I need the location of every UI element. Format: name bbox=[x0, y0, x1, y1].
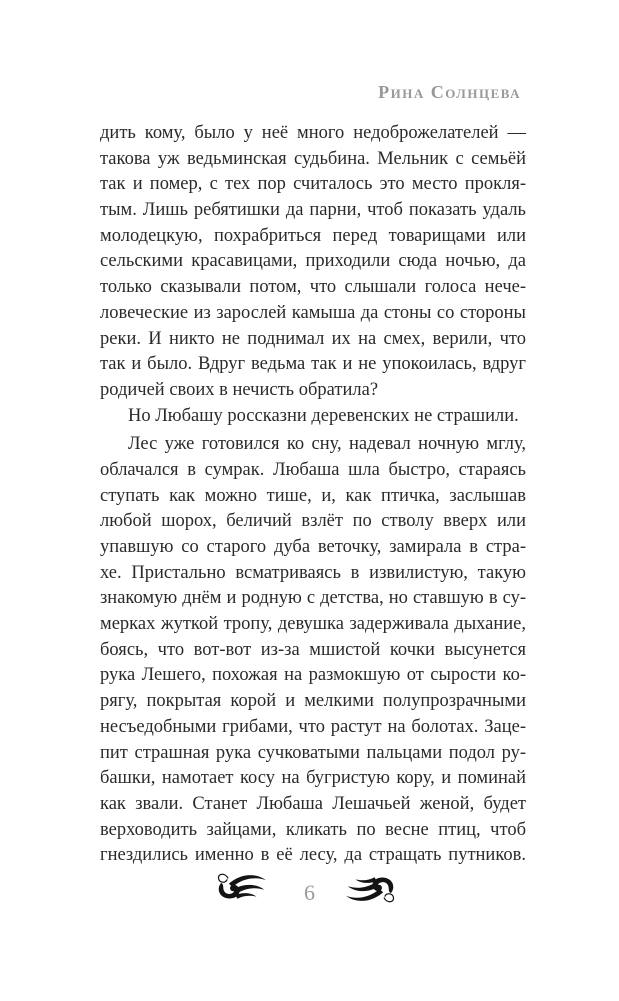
text-line: сельскими красавицами, приходили сюда ночью, да bbox=[100, 251, 526, 272]
text-line: несъедобными грибами, что растут на болотах. Заце- bbox=[100, 716, 526, 737]
text-line: реки. И никто не поднимал их на смех, верили, что bbox=[100, 328, 526, 349]
text-line: так и было. Вдруг ведьма так и не упокоилась, вдруг bbox=[100, 354, 526, 375]
text-line: рягу, покрытая корой и мелкими полупрозрачными bbox=[100, 691, 526, 712]
text-line: хе. Пристально всматриваясь в извилистую, такую bbox=[100, 562, 526, 583]
text-line: такова уж ведьминская судьбина. Мельник с семьёй bbox=[100, 148, 526, 169]
text-line: Но Любашу россказни деревенских не страшили. bbox=[128, 405, 519, 426]
text-line: родичей своих в нечисть обратила? bbox=[100, 379, 379, 400]
text-line: молодецкую, похрабриться перед товарищами или bbox=[100, 225, 526, 246]
text-line: любой шорох, беличий взлёт по стволу вверх или bbox=[100, 511, 526, 532]
running-header-author: Рина Солнцева bbox=[378, 82, 521, 102]
text-line: башки, намотает косу на бугристую кору, и поминай bbox=[100, 768, 526, 789]
text-line: тым. Лишь ребятишки да парни, чтоб показать удаль bbox=[100, 200, 526, 221]
text-line: знакомую днём и родную с детства, но ставшую в су- bbox=[100, 588, 526, 609]
text-line: гнездились именно в её лесу, да стращать путников. bbox=[100, 845, 526, 866]
text-line: рука Лешего, похожая на размокшую от сырости ко- bbox=[100, 665, 526, 686]
text-line: боясь, что вот-вот из-за мшистой кочки высунется bbox=[100, 639, 526, 660]
text-line: только сказывали потом, что слышали голоса нече- bbox=[100, 277, 526, 298]
text-line: ловеческие из зарослей камыша да стоны со стороны bbox=[100, 302, 526, 323]
text-line: пит страшная рука сучковатыми пальцами подол ру- bbox=[100, 742, 526, 763]
text-block bbox=[100, 121, 526, 869]
flourish-right-icon bbox=[344, 869, 398, 907]
text-line: Лес уже готовился ко сну, надевал ночную мглу, bbox=[128, 434, 526, 455]
text-line: упавшую со старого дуба веточку, замирала в стра- bbox=[100, 537, 526, 557]
paragraph bbox=[100, 432, 526, 869]
text-line: ступать как можно тише, и, как птичка, заслышав bbox=[100, 485, 526, 506]
text-line: дить кому, было у неё много недоброжелателей — bbox=[100, 123, 526, 143]
paragraph bbox=[100, 404, 526, 430]
paragraph bbox=[100, 121, 526, 404]
text-line: облачался в сумрак. Любаша шла быстро, стараясь bbox=[100, 459, 526, 480]
text-line: мерках жуткой тропу, девушка задерживала дыхание, bbox=[100, 614, 526, 635]
text-line: так и помер, с тех пор считалось это место прокля- bbox=[100, 174, 526, 195]
text-line: верховодить зайцами, кликать по весне птиц, чтоб bbox=[100, 819, 526, 840]
text-line: как звали. Станет Любаша Лешачьей женой, будет bbox=[100, 793, 526, 814]
page-number: 6 bbox=[304, 880, 315, 905]
